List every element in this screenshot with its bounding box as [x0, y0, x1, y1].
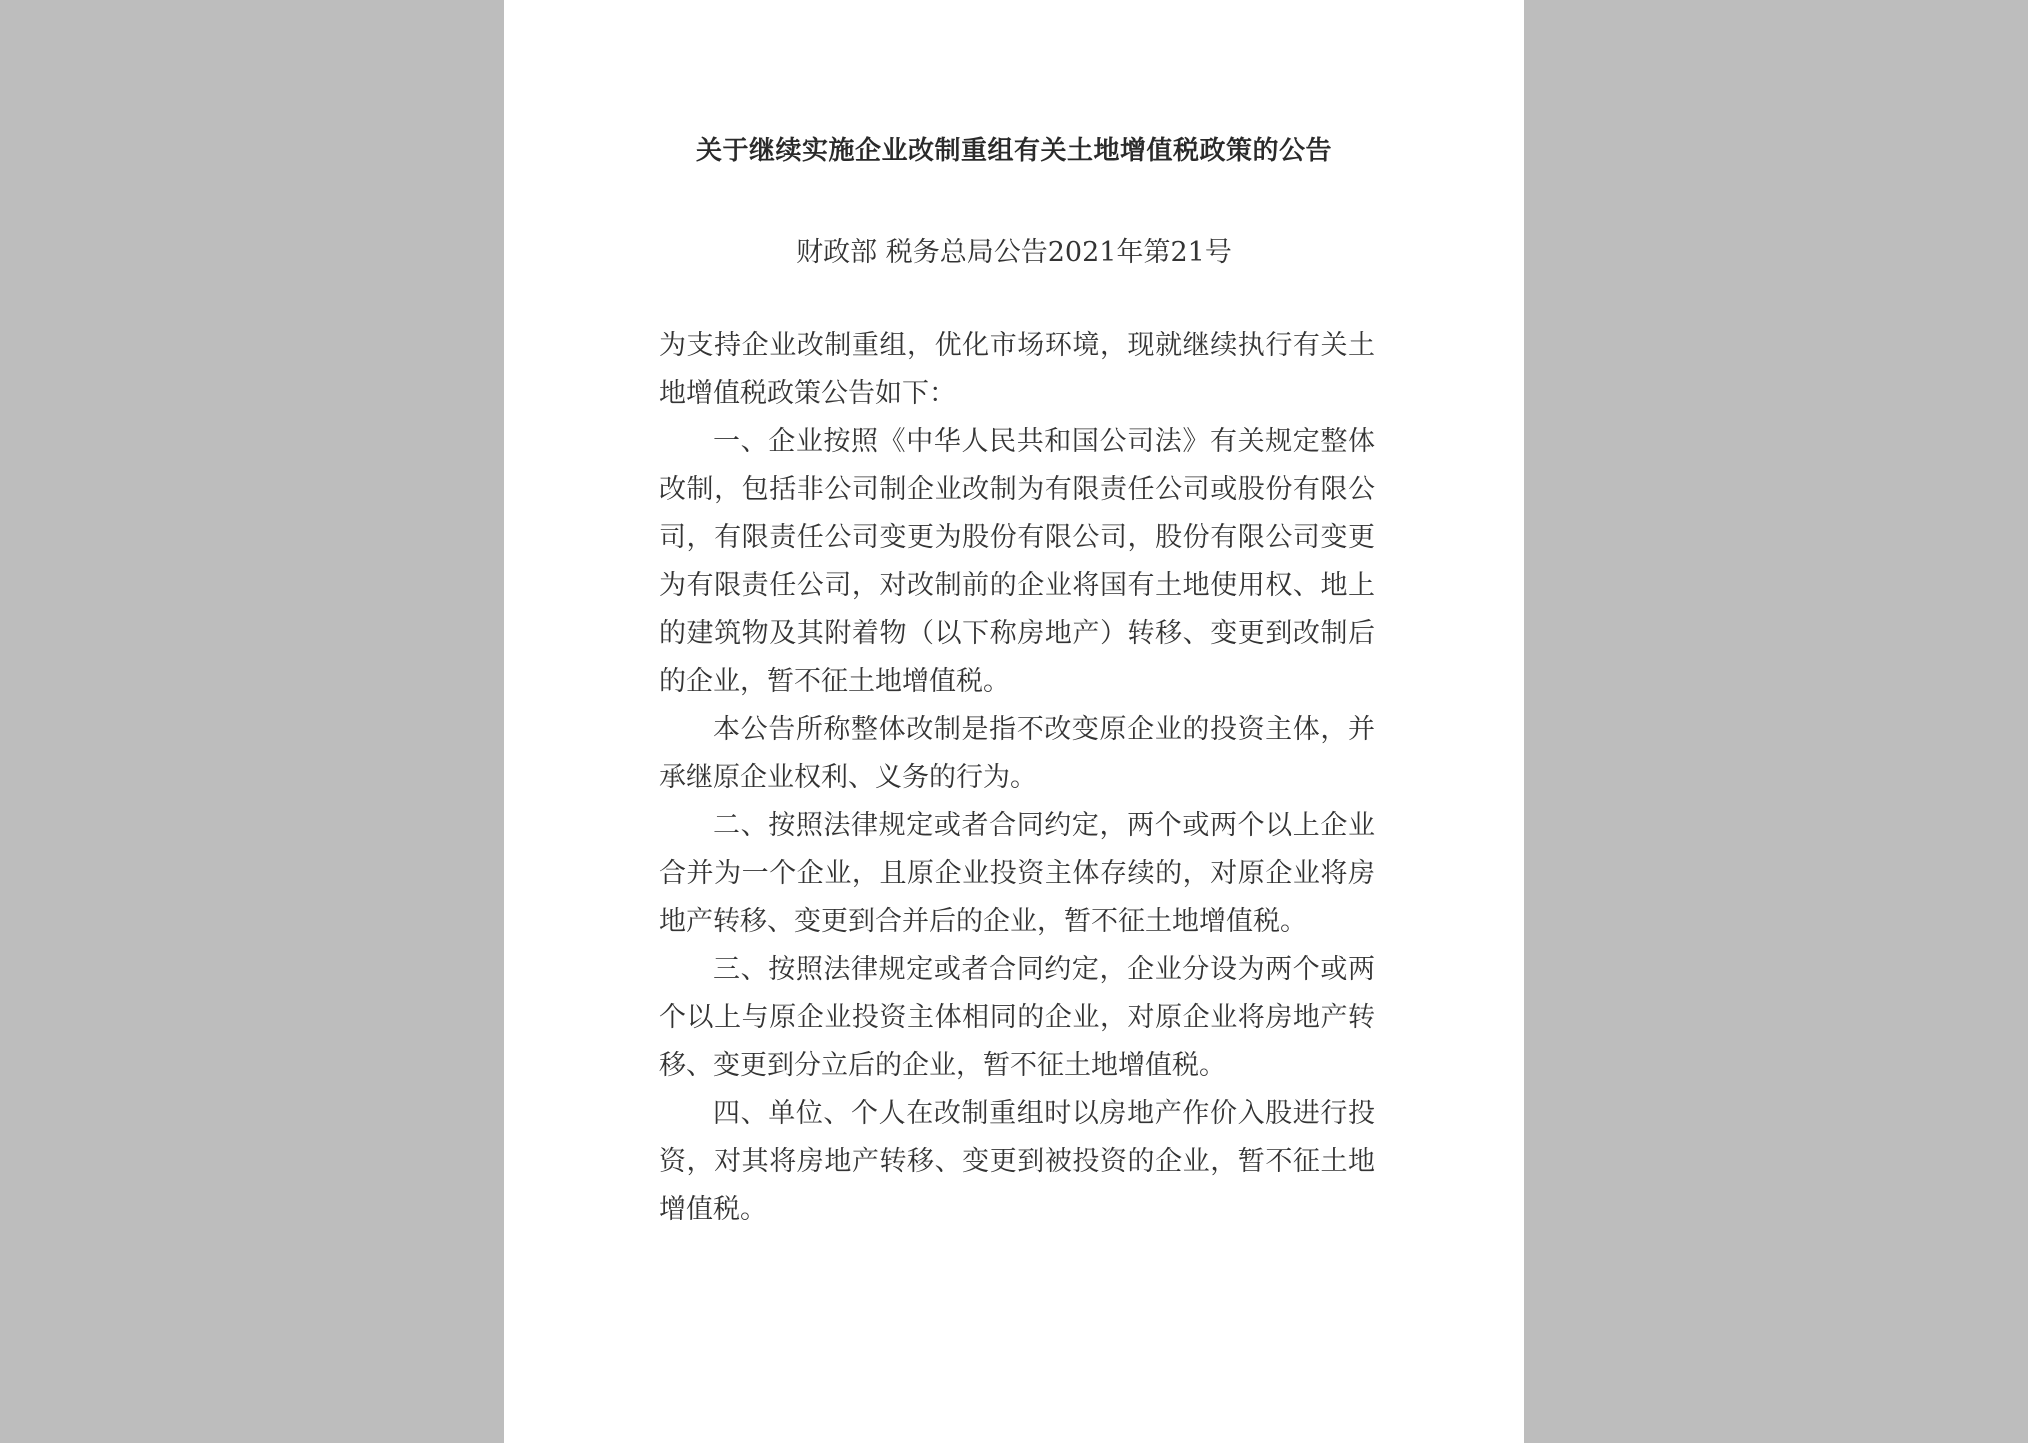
document-title: 关于继续实施企业改制重组有关土地增值税政策的公告 — [695, 136, 1332, 166]
paragraph-intro: 为支持企业改制重组，优化市场环境，现就继续执行有关土地增值税政策公告如下： — [659, 330, 1375, 409]
paragraph-clause-2: 二、按照法律规定或者合同约定，两个或两个以上企业合并为一个企业，且原企业投资主体存续的，对原企业将房地产转移、变更到合并后的企业，暂不征土地增值税。 — [659, 810, 1375, 937]
document-number: 财政部 税务总局公告2021年第21号 — [796, 237, 1232, 268]
paragraph-clause-4: 四、单位、个人在改制重组时以房地产作价入股进行投资，对其将房地产转移、变更到被投资的企业，暂不征土地增值税。 — [659, 1098, 1375, 1225]
paragraph-clause-1: 一、企业按照《中华人民共和国公司法》有关规定整体改制，包括非公司制企业改制为有限责任公司或股份有限公司，有限责任公司变更为股份有限公司，股份有限公司变更为有限责任公司，对改制前的企业将国有土地使用权、地上的建筑物及其附着物（以下称房地产）转移、变更到改制后的企业，暂不征土地增值税。 — [659, 426, 1375, 697]
paragraph-clause-1-definition: 本公告所称整体改制是指不改变原企业的投资主体，并承继原企业权利、义务的行为。 — [659, 714, 1375, 793]
paragraph-clause-3: 三、按照法律规定或者合同约定，企业分设为两个或两个以上与原企业投资主体相同的企业，对原企业将房地产转移、变更到分立后的企业，暂不征土地增值税。 — [659, 954, 1375, 1081]
document-page — [504, 0, 1524, 1443]
document-body — [659, 322, 1375, 1234]
